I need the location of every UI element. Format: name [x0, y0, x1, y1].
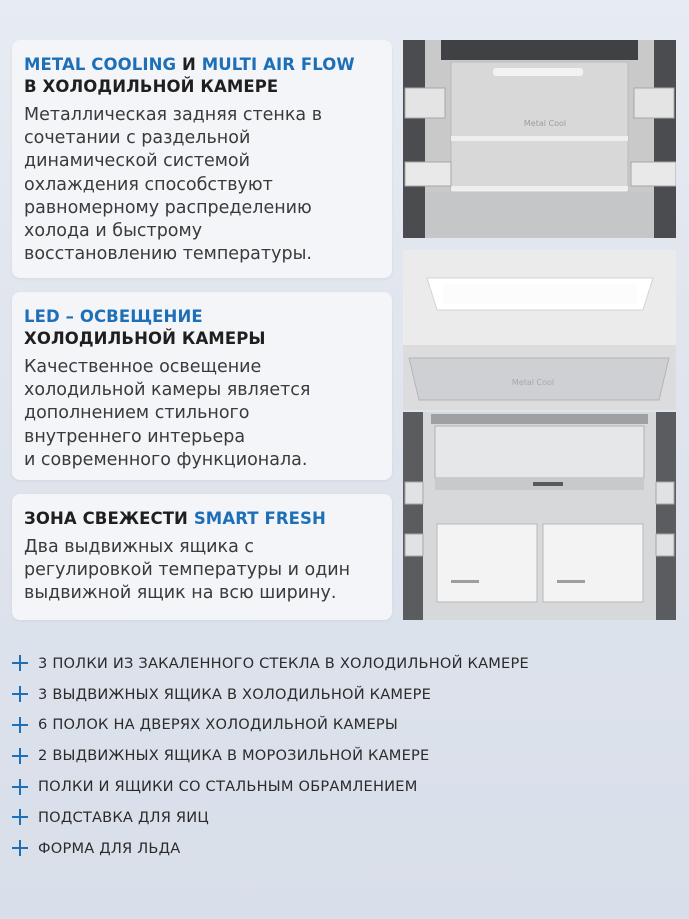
smart-fresh-description: Два выдвижных ящика с регулировкой температуры и один выдвижной ящик на всю ширину. — [24, 537, 351, 604]
feature-text: ПОЛКИ И ЯЩИКИ СО СТАЛЬНЫМ ОБРАМЛЕНИЕМ — [38, 778, 418, 796]
fridge-upper-compartment-photo — [403, 40, 676, 238]
feature-item — [12, 771, 672, 802]
plus-icon — [12, 655, 28, 671]
features-list — [12, 648, 672, 864]
feature-item — [12, 679, 672, 710]
title-highlight-metal-cooling: METAL COOLING — [24, 55, 177, 74]
metal-cooling-description: Металлическая задняя стенка в сочетании с раздельной динамической системой охлаждения способствуют равномерному распределению холода и быстрому восстановлению температуры. — [24, 105, 323, 265]
feature-item — [12, 740, 672, 771]
metal-cooling-card — [12, 40, 392, 278]
smart-fresh-card — [12, 494, 392, 620]
feature-item — [12, 648, 672, 679]
feature-text: 6 ПОЛОК НА ДВЕРЯХ ХОЛОДИЛЬНОЙ КАМЕРЫ — [38, 716, 398, 734]
fridge-led-lighting-photo — [403, 250, 676, 410]
feature-text: 2 ВЫДВИЖНЫХ ЯЩИКА В МОРОЗИЛЬНОЙ КАМЕРЕ — [38, 747, 430, 765]
feature-item — [12, 710, 672, 741]
feature-text: 3 ПОЛКИ ИЗ ЗАКАЛЕННОГО СТЕКЛА В ХОЛОДИЛЬНОЙ КАМЕРЕ — [38, 654, 529, 672]
led-lamp-illustration — [403, 250, 676, 410]
feature-text: ПОДСТАВКА ДЛЯ ЯИЦ — [38, 808, 209, 826]
drawers-illustration — [403, 412, 676, 620]
metal-cool-label: Metal Cool — [523, 119, 567, 128]
title-line-2: ХОЛОДИЛЬНОЙ КАМЕРЫ — [24, 329, 266, 348]
plus-icon — [12, 686, 28, 702]
metal-cooling-title — [24, 54, 380, 98]
title-connector: И — [176, 55, 202, 74]
led-lighting-description: Качественное освещение холодильной камеры является дополнением стильного внутреннего интерьера и современного функционала. — [24, 357, 311, 470]
feature-item — [12, 833, 672, 864]
title-highlight-multi-air-flow: MULTI AIR FLOW — [201, 55, 355, 74]
fridge-upper-illustration — [403, 40, 676, 238]
plus-icon — [12, 840, 28, 856]
title-highlight-smart-fresh: SMART FRESH — [193, 509, 326, 528]
feature-text: ФОРМА ДЛЯ ЛЬДА — [38, 839, 181, 857]
plus-icon — [12, 809, 28, 825]
led-lighting-title — [24, 306, 380, 350]
title-freshness-zone: ЗОНА СВЕЖЕСТИ — [24, 509, 194, 528]
led-lighting-card — [12, 292, 392, 480]
title-highlight-led: LED – ОСВЕЩЕНИЕ — [24, 307, 203, 326]
fridge-drawers-photo — [403, 412, 676, 620]
feature-item — [12, 802, 672, 833]
title-line-2: В ХОЛОДИЛЬНОЙ КАМЕРЕ — [24, 77, 279, 96]
smart-fresh-title — [24, 508, 380, 530]
plus-icon — [12, 717, 28, 733]
fridge-photos — [403, 40, 676, 620]
feature-text: 3 ВЫДВИЖНЫХ ЯЩИКА В ХОЛОДИЛЬНОЙ КАМЕРЕ — [38, 685, 432, 703]
plus-icon — [12, 748, 28, 764]
plus-icon — [12, 779, 28, 795]
metal-cool-label: Metal Cool — [511, 378, 555, 387]
